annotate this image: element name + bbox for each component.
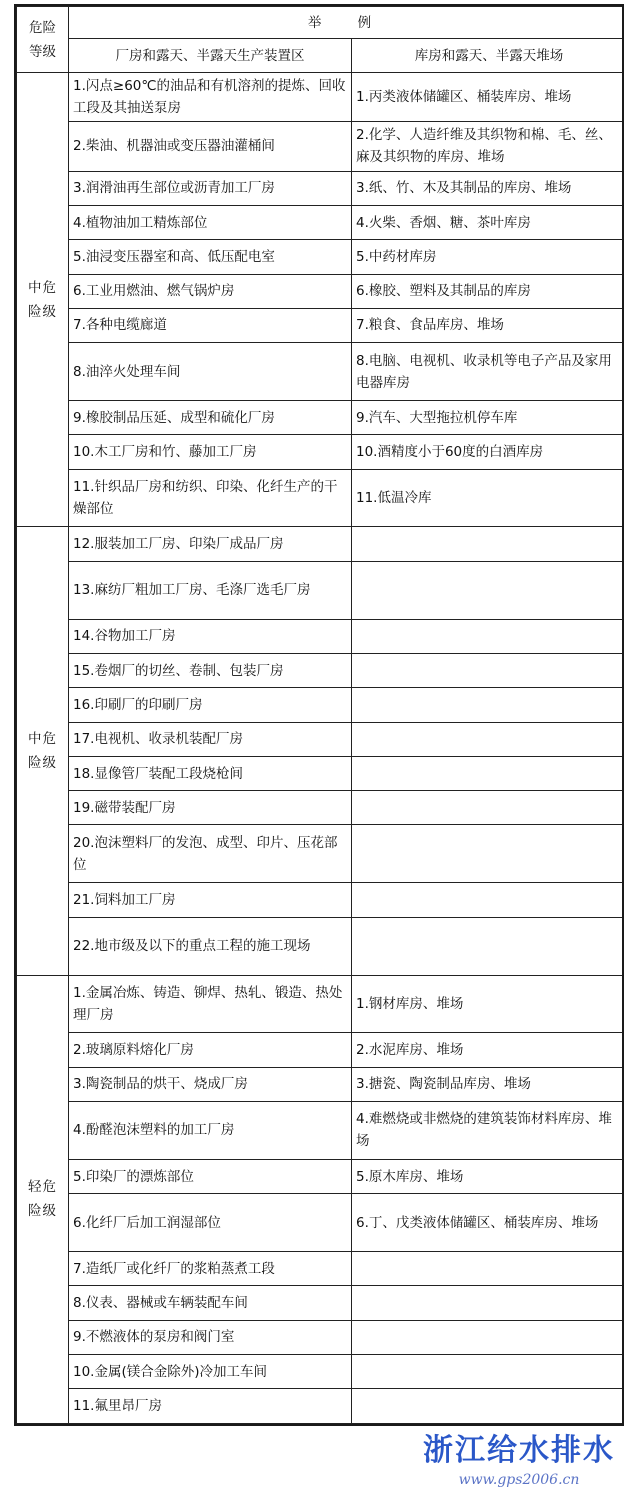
header-factory-column: 厂房和露天、半露天生产装置区 [69, 39, 352, 73]
table-row [17, 308, 625, 342]
table-row [17, 527, 625, 561]
table-row [17, 975, 625, 1033]
factory-cell: 16.印刷厂的印刷厂房 [69, 688, 352, 722]
factory-cell: 1.闪点≥60℃的油品和有机溶剂的提炼、回收工段及其抽送泵房 [69, 73, 352, 122]
table-row [17, 274, 625, 308]
header-warehouse-column: 库房和露天、半露天堆场 [352, 39, 625, 73]
table-row [17, 688, 625, 722]
warehouse-cell: 6.橡胶、塑料及其制品的库房 [352, 274, 625, 308]
factory-cell: 11.氟里昂厂房 [69, 1389, 352, 1424]
level-cell-medium-continued [17, 527, 69, 975]
warehouse-cell [352, 756, 625, 790]
warehouse-cell: 10.酒精度小于60度的白酒库房 [352, 435, 625, 469]
factory-cell: 9.橡胶制品压延、成型和硫化厂房 [69, 401, 352, 435]
warehouse-cell: 6.丁、戊类液体储罐区、桶装库房、堆场 [352, 1194, 625, 1252]
table-row [17, 722, 625, 756]
warehouse-cell: 2.化学、人造纤维及其织物和棉、毛、丝、麻及其织物的库房、堆场 [352, 122, 625, 171]
warehouse-cell [352, 1286, 625, 1320]
table-row [17, 73, 625, 122]
factory-cell: 3.润滑油再生部位或沥青加工厂房 [69, 171, 352, 205]
warehouse-cell: 2.水泥库房、堆场 [352, 1033, 625, 1067]
warehouse-cell [352, 688, 625, 722]
warehouse-cell [352, 1354, 625, 1388]
table-row [17, 1067, 625, 1101]
factory-cell: 7.造纸厂或化纤厂的浆粕蒸煮工段 [69, 1252, 352, 1286]
warehouse-cell [352, 1320, 625, 1354]
warehouse-cell: 5.原木库房、堆场 [352, 1159, 625, 1193]
table-row [17, 619, 625, 653]
table-row [17, 1389, 625, 1424]
warehouse-cell [352, 883, 625, 917]
level-medium-continued-line2: 险级 [28, 755, 57, 771]
warehouse-cell [352, 917, 625, 975]
table-row [17, 756, 625, 790]
hazard-classification-table-frame [14, 4, 624, 1426]
level-medium-continued-line1: 中危 [28, 731, 57, 747]
factory-cell: 6.化纤厂后加工润湿部位 [69, 1194, 352, 1252]
table-row [17, 171, 625, 205]
table-row [17, 653, 625, 687]
warehouse-cell: 11.低温冷库 [352, 469, 625, 527]
factory-cell: 3.陶瓷制品的烘干、烧成厂房 [69, 1067, 352, 1101]
table-row [17, 122, 625, 171]
factory-cell: 12.服装加工厂房、印染厂成品厂房 [69, 527, 352, 561]
header-examples: 举 例 [69, 7, 625, 39]
factory-cell: 6.工业用燃油、燃气锅炉房 [69, 274, 352, 308]
factory-cell: 10.金属(镁合金除外)冷加工车间 [69, 1354, 352, 1388]
warehouse-cell: 4.难燃烧或非燃烧的建筑装饰材料库房、堆场 [352, 1102, 625, 1160]
factory-cell: 9.不燃液体的泵房和阀门室 [69, 1320, 352, 1354]
warehouse-cell [352, 561, 625, 619]
warehouse-cell: 5.中药材库房 [352, 240, 625, 274]
factory-cell: 17.电视机、收录机装配厂房 [69, 722, 352, 756]
watermark-url: www.gps2006.cn [458, 1472, 580, 1488]
level-cell-medium [17, 73, 69, 527]
warehouse-cell [352, 527, 625, 561]
header-hazard-level [17, 7, 69, 73]
warehouse-cell: 8.电脑、电视机、收录机等电子产品及家用电器库房 [352, 343, 625, 401]
table-row [17, 1033, 625, 1067]
watermark-title: 浙江给水排水 [423, 1433, 615, 1468]
table-row [17, 1194, 625, 1252]
warehouse-cell [352, 1252, 625, 1286]
table-body [17, 73, 625, 1424]
factory-cell: 18.显像管厂装配工段烧枪间 [69, 756, 352, 790]
table-row [17, 469, 625, 527]
level-medium-line2: 险级 [28, 303, 57, 320]
table-row [17, 1102, 625, 1160]
table-row [17, 791, 625, 825]
factory-cell: 20.泡沫塑料厂的发泡、成型、印片、压花部位 [69, 825, 352, 883]
factory-cell: 5.印染厂的漂炼部位 [69, 1159, 352, 1193]
warehouse-cell [352, 722, 625, 756]
table-row [17, 401, 625, 435]
level-medium-line1: 中危 [28, 279, 57, 296]
warehouse-cell: 4.火柴、香烟、糖、茶叶库房 [352, 205, 625, 239]
factory-cell: 4.酚醛泡沫塑料的加工厂房 [69, 1102, 352, 1160]
level-cell-light [17, 975, 69, 1423]
factory-cell: 2.柴油、机器油或变压器油灌桶间 [69, 122, 352, 171]
table-row [17, 435, 625, 469]
factory-cell: 21.饲料加工厂房 [69, 883, 352, 917]
factory-cell: 7.各种电缆廊道 [69, 308, 352, 342]
factory-cell: 15.卷烟厂的切丝、卷制、包装厂房 [69, 653, 352, 687]
factory-cell: 13.麻纺厂粗加工厂房、毛涤厂选毛厂房 [69, 561, 352, 619]
warehouse-cell: 1.钢材库房、堆场 [352, 975, 625, 1033]
level-light-line2: 险级 [28, 1203, 57, 1220]
watermark [414, 1432, 624, 1490]
table-row [17, 825, 625, 883]
table-row [17, 1159, 625, 1193]
warehouse-cell: 3.搪瓷、陶瓷制品库房、堆场 [352, 1067, 625, 1101]
table-row [17, 1354, 625, 1388]
factory-cell: 2.玻璃原料熔化厂房 [69, 1033, 352, 1067]
level-light-line1: 轻危 [28, 1179, 57, 1196]
warehouse-cell: 3.纸、竹、木及其制品的库房、堆场 [352, 171, 625, 205]
factory-cell: 5.油浸变压器室和高、低压配电室 [69, 240, 352, 274]
factory-cell: 22.地市级及以下的重点工程的施工现场 [69, 917, 352, 975]
factory-cell: 8.仪表、器械或车辆装配车间 [69, 1286, 352, 1320]
hazard-classification-table [16, 6, 624, 1424]
warehouse-cell [352, 1389, 625, 1424]
header-hazard-level-line2: 等级 [29, 43, 56, 60]
factory-cell: 4.植物油加工精炼部位 [69, 205, 352, 239]
table-row [17, 883, 625, 917]
factory-cell: 10.木工厂房和竹、藤加工厂房 [69, 435, 352, 469]
factory-cell: 19.磁带装配厂房 [69, 791, 352, 825]
warehouse-cell: 9.汽车、大型拖拉机停车库 [352, 401, 625, 435]
warehouse-cell: 1.丙类液体储罐区、桶装库房、堆场 [352, 73, 625, 122]
factory-cell: 11.针织品厂房和纺织、印染、化纤生产的干燥部位 [69, 469, 352, 527]
table-row [17, 561, 625, 619]
table-row [17, 1252, 625, 1286]
header-hazard-level-line1: 危险 [29, 19, 56, 36]
warehouse-cell [352, 825, 625, 883]
table-row [17, 917, 625, 975]
table-row [17, 1286, 625, 1320]
factory-cell: 8.油淬火处理车间 [69, 343, 352, 401]
table-row [17, 240, 625, 274]
table-row [17, 1320, 625, 1354]
warehouse-cell [352, 791, 625, 825]
warehouse-cell [352, 619, 625, 653]
warehouse-cell: 7.粮食、食品库房、堆场 [352, 308, 625, 342]
factory-cell: 14.谷物加工厂房 [69, 619, 352, 653]
table-row [17, 343, 625, 401]
table-row [17, 205, 625, 239]
warehouse-cell [352, 653, 625, 687]
factory-cell: 1.金属冶炼、铸造、铆焊、热轧、锻造、热处理厂房 [69, 975, 352, 1033]
